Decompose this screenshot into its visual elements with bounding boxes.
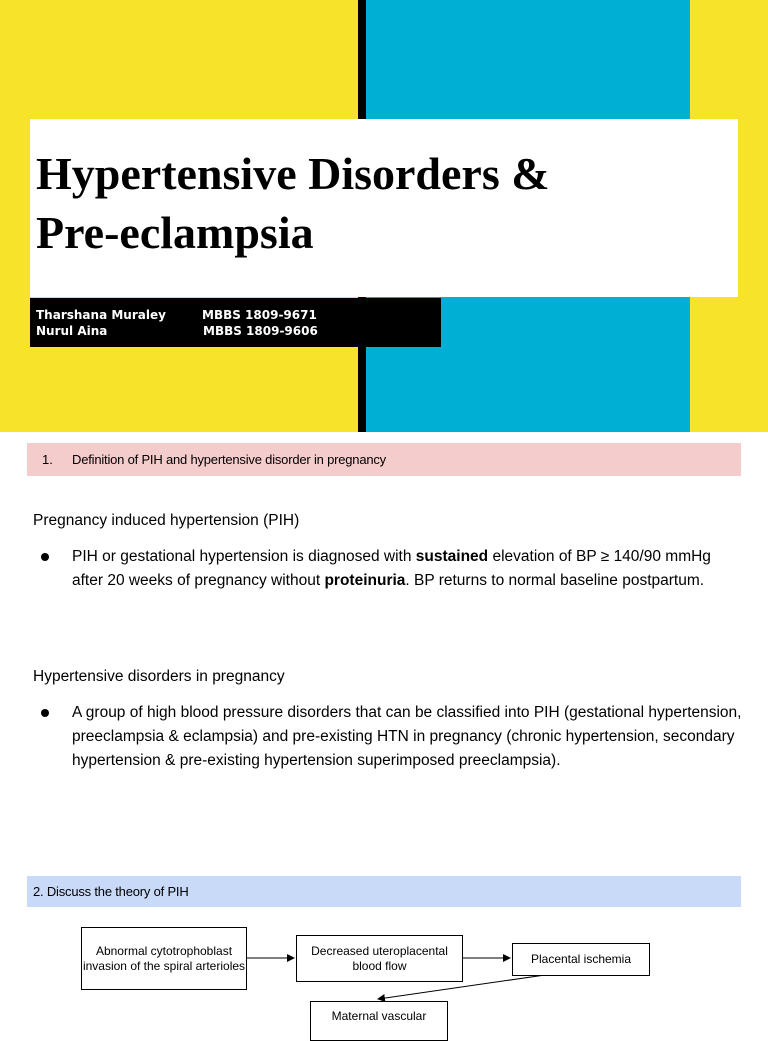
hdp-definition: A group of high blood pressure disorders that can be classified into PIH (gestational hypertension, preeclampsia & eclampsia) and pre-existing HTN in pregnancy (chronic hypertension, secondary hypertension & pre-existing hypertension superimposed preeclampsia). (72, 704, 742, 769)
bold-term-proteinuria: proteinuria (324, 572, 406, 589)
flow-box-cytotrophoblast: Abnormal cytotrophoblast invasion of the spiral arterioles (81, 927, 247, 990)
title-banner (0, 0, 768, 432)
hdp-subheading: Hypertensive disorders in pregnancy (33, 668, 285, 685)
section-number: 1. (42, 452, 53, 467)
flow-box-maternal-vascular: Maternal vascular (310, 1001, 448, 1041)
bold-term-sustained: sustained (415, 548, 489, 565)
author-id: MBBS 1809-9606 (203, 324, 318, 338)
author-id: MBBS 1809-9671 (202, 308, 317, 322)
title-line-2: Pre-eclampsia (36, 207, 314, 258)
text-run: . BP returns to normal baseline postpartum. (405, 572, 705, 589)
flow-box-placental-ischemia: Placental ischemia (512, 943, 650, 976)
pih-definition (72, 545, 742, 593)
section-heading: 2. Discuss the theory of PIH (33, 884, 189, 899)
text-run: elevation of BP ≥ 140/90 mmHg after 20 weeks of pregnancy without (72, 548, 711, 589)
author-name: Nurul Aina (36, 324, 108, 338)
author-name: Tharshana Muraley (36, 308, 166, 322)
pih-subheading: Pregnancy induced hypertension (PIH) (33, 512, 300, 529)
document-title (36, 144, 726, 262)
text-run: PIH or gestational hypertension is diagnosed with (72, 548, 416, 565)
flow-box-uteroplacental-flow: Decreased uteroplacental blood flow (296, 935, 463, 982)
bullet-icon (41, 709, 49, 717)
section-heading: Definition of PIH and hypertensive disorder in pregnancy (72, 452, 386, 467)
author-box (30, 298, 441, 347)
section-2-header (27, 876, 741, 907)
section-1-header (27, 443, 741, 476)
title-line-1: Hypertensive Disorders & (36, 148, 550, 199)
bullet-icon (41, 553, 49, 561)
